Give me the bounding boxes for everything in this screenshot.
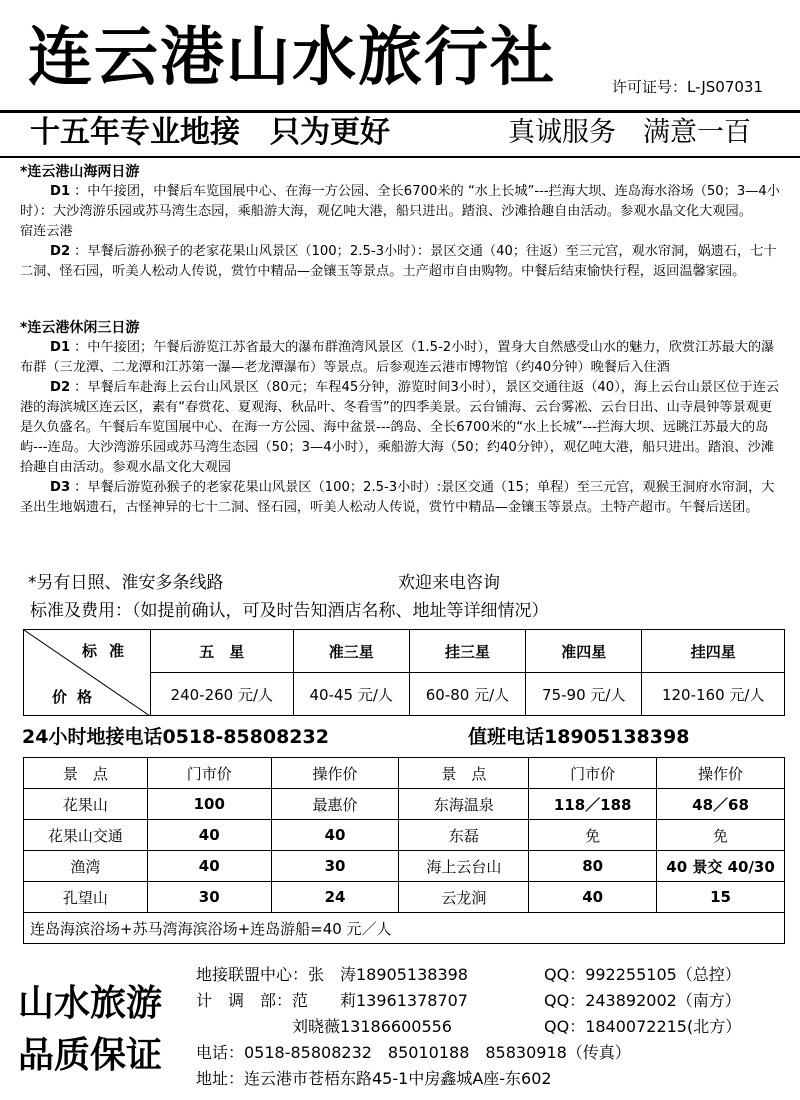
spot-name: 云龙涧 — [399, 882, 529, 913]
table-row — [24, 882, 785, 913]
day-text: ：早餐后车赴海上云台山风景区（80元；车程45分钟，游览时间3小时），景区交通往返（40），海上云台山景区位于连云港的海滨城区连云区，素有“春赏花、夏观海、秋品叶、冬看雪”的四季美景。云台铺海、云台雾凇、云台日出、山寺晨钟等景观更是久负盛名。午餐后车览国展中心、在海一方公园、海中盆景---鸽岛、全长6700米的“水上长城”---拦海大坝、远眺江苏最大的岛屿---连岛。大沙湾游乐园或苏马湾生态园（50；3—4小时），乘船游大海（50；约40分钟），观亿吨大港，船只进出。踏浪、沙滩拾趣自由活动。参观水晶文化大观园 — [20, 380, 780, 475]
spot-name: 东磊 — [399, 820, 529, 851]
price-table — [23, 629, 785, 716]
tour-two-day — [20, 162, 785, 282]
column-header: 景 点 — [24, 758, 148, 789]
spots-table — [23, 757, 785, 944]
price-standard-title: 标准及费用：（如提前确认，可及时告知酒店名称、地址等详细情况） — [30, 601, 549, 621]
retail-price: 100 — [147, 789, 271, 820]
other-routes: *另有日照、淮安多条线路 — [28, 573, 224, 593]
retail-price: 免 — [529, 820, 657, 851]
contact-qq: QQ：243892002（南方） — [544, 991, 741, 1010]
retail-price: 40 — [147, 851, 271, 882]
operating-price: 30 — [271, 851, 399, 882]
welcome-call: 欢迎来电咨询 — [398, 573, 500, 593]
tour-day — [20, 182, 785, 242]
extra-info — [28, 570, 788, 596]
day-text: ：早餐后游孙猴子的老家花果山风景区（100；2.5-3小时）：景区交通（40；往返）至三元宫，观水帘洞，娲遗石，七十二洞、怪石园，听美人松动人传说，赏竹中精品—金镶玉等景点。土产超市自由购物。中餐后结束愉快行程，返回温馨家园。 — [20, 244, 777, 279]
contact-row — [196, 1014, 786, 1040]
corner-price-label: 价格 — [52, 688, 103, 706]
table-row — [24, 851, 785, 882]
contact-row — [196, 988, 786, 1014]
tour-title: *连云港休闲三日游 — [20, 320, 140, 336]
day-label: D1 — [50, 184, 71, 199]
duty-phone: 值班电话18905138398 — [468, 726, 690, 748]
license-number: 许可证号：L-JS07031 — [612, 78, 764, 96]
day-label: D1 — [50, 340, 71, 355]
slogan-line: 品质保证 — [18, 1035, 163, 1076]
corner-standard-label: 标准 — [81, 642, 136, 660]
contact-block — [196, 962, 786, 1092]
table-corner-cell — [24, 630, 151, 716]
service-slogan: 真诚服务 满意一百 — [508, 117, 751, 148]
standard-cell: 准四星 — [526, 630, 642, 673]
column-header: 操作价 — [271, 758, 399, 789]
retail-price: 118／188 — [529, 789, 657, 820]
slogan-line: 山水旅游 — [18, 983, 163, 1024]
column-header: 操作价 — [657, 758, 785, 789]
price-cell: 120-160 元/人 — [642, 673, 785, 716]
contact-qq: QQ：992255105（总控） — [544, 965, 741, 984]
column-header: 门市价 — [147, 758, 271, 789]
tour-day — [20, 338, 785, 378]
hotline-phone: 24小时地接电话0518-85808232 — [22, 726, 329, 748]
day-text: ：早餐后游览孙猴子的老家花果山风景区（100；2.5-3小时）:景区交通（15；单程）至三元宫，观猴王洞府水帘洞，大圣出生地娲遗石，古怪神异的七十二洞、怪石园，听美人松动人传说，赏竹中精品—金镶玉等景点。土特产超市。午餐后送团。 — [20, 480, 775, 515]
table-row — [24, 820, 785, 851]
spot-name: 海上云台山 — [399, 851, 529, 882]
contact-person: 计 调 部：范 莉13961378707 — [196, 991, 468, 1010]
operating-price: 48／68 — [657, 789, 785, 820]
agency-title: 连云港山水旅行社 — [28, 21, 556, 95]
day-text: ：中午接团，中餐后车览国展中心、在海一方公园、全长6700米的 “水上长城”---拦海大坝、连岛海水浴场（50；3—4小时）：大沙湾游乐园或苏马湾生态园，乘船游大海，观亿吨大港，船只进出。踏浪、沙滩拾趣自由活动。参观水晶文化大观园。 宿连云港 — [20, 184, 785, 239]
standard-cell: 五 星 — [151, 630, 294, 673]
standard-cell: 准三星 — [293, 630, 409, 673]
day-label: D3 — [50, 480, 71, 495]
operating-price: 40 景交 40/30 — [657, 851, 785, 882]
spot-name: 花果山 — [24, 789, 148, 820]
operating-price: 24 — [271, 882, 399, 913]
retail-price: 30 — [147, 882, 271, 913]
table-row — [24, 789, 785, 820]
tour-day — [20, 378, 785, 478]
price-cell: 240-260 元/人 — [151, 673, 294, 716]
standard-cell: 挂四星 — [642, 630, 785, 673]
contact-phone: 电话：0518-85808232 85010188 85830918（传真） — [196, 1043, 631, 1062]
main-slogan: 十五年专业地接 只为更好 — [30, 115, 390, 150]
contact-address: 地址：连云港市苍梧东路45-1中房鑫城A座-东602 — [196, 1069, 552, 1088]
standard-cell: 挂三星 — [409, 630, 525, 673]
table-note-row — [24, 913, 785, 944]
spot-name: 孔望山 — [24, 882, 148, 913]
operating-price: 15 — [657, 882, 785, 913]
operating-price: 最惠价 — [271, 789, 399, 820]
price-cell: 75-90 元/人 — [526, 673, 642, 716]
tour-title: *连云港山海两日游 — [20, 164, 140, 180]
column-header: 门市价 — [529, 758, 657, 789]
contact-qq: QQ：1840072215(北方） — [544, 1017, 742, 1036]
slogan-divider — [0, 156, 800, 158]
contact-person: 刘晓薇13186600556 — [196, 1017, 452, 1036]
contact-person: 地接联盟中心：张 涛18905138398 — [196, 965, 468, 984]
contact-row — [196, 962, 786, 988]
beach-combo-note: 连岛海滨浴场+苏马湾海滨浴场+连岛游船=40 元／人 — [24, 913, 785, 944]
retail-price: 80 — [529, 851, 657, 882]
retail-price: 40 — [529, 882, 657, 913]
tour-three-day — [20, 318, 785, 518]
spot-name: 花果山交通 — [24, 820, 148, 851]
operating-price: 免 — [657, 820, 785, 851]
spot-name: 东海温泉 — [399, 789, 529, 820]
quality-slogan — [18, 978, 162, 1082]
price-cell: 40-45 元/人 — [293, 673, 409, 716]
tour-day — [20, 242, 785, 282]
day-label: D2 — [50, 244, 71, 259]
day-text: ：中午接团；午餐后游览江苏省最大的瀑布群渔湾风景区（1.5-2小时），置身大自然感受山水的魅力，欣赏江苏最大的瀑布群（三龙潭、二龙潭和江苏第一瀑—老龙潭瀑布）等景点。后参观连云港市博物馆（约40分钟）晚餐后入住酒 — [20, 340, 775, 375]
day-label: D2 — [50, 380, 71, 395]
column-header: 景 点 — [399, 758, 529, 789]
retail-price: 40 — [147, 820, 271, 851]
price-cell: 60-80 元/人 — [409, 673, 525, 716]
operating-price: 40 — [271, 820, 399, 851]
tour-day — [20, 478, 785, 518]
spot-name: 渔湾 — [24, 851, 148, 882]
